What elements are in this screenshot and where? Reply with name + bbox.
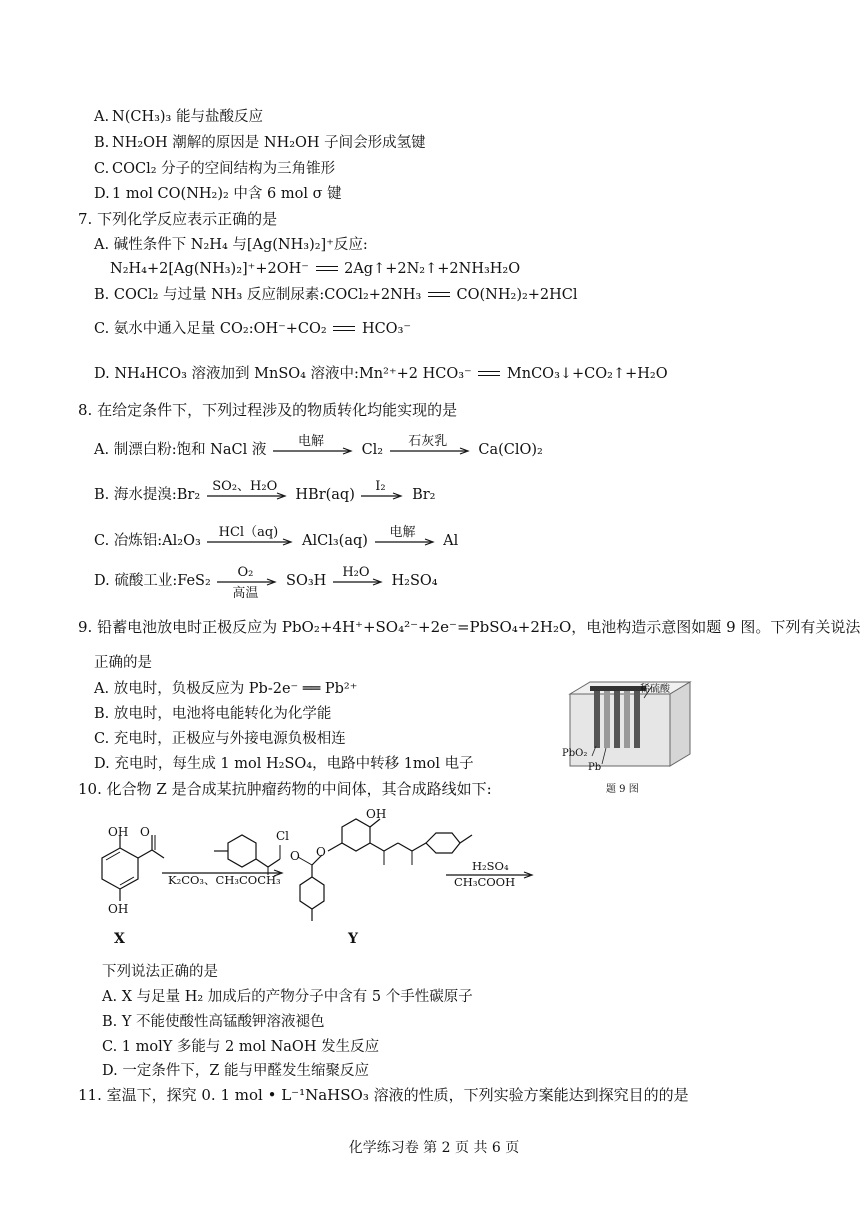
q10-option-a: A. X 与足量 H₂ 加成后的产物分子中含有 5 个手性碳原子	[102, 989, 473, 1005]
q8-b-start: B. 海水提溴:Br₂	[94, 487, 201, 503]
equals-sign	[426, 290, 452, 300]
q7-b-lhs: B. COCl₂ 与过量 NH₃ 反应制尿素:COCl₂+2NH₃	[94, 287, 422, 303]
q7-a-lhs: N₂H₄+2[Ag(NH₃)₂]⁺+2OH⁻	[110, 261, 309, 277]
q7-option-d	[94, 365, 668, 383]
q8-option-b	[94, 479, 436, 504]
acid-label: 稀硫酸	[640, 684, 670, 695]
q7-stem: 7. 下列化学反应表示正确的是	[78, 210, 278, 228]
q8-c-mid: AlCl₃(aq)	[302, 533, 368, 549]
arrow2-solvent: CH₃COOH	[454, 875, 516, 889]
q8-c-start: C. 冶炼铝:Al₂O₃	[94, 533, 201, 549]
reaction-arrow: 石灰乳	[390, 441, 472, 459]
q6-option-a: A.	[94, 109, 110, 125]
q8-d-start: D. 硫酸工业:FeS₂	[94, 573, 211, 589]
reaction-arrow: SO₂、H₂O	[207, 486, 289, 504]
q6-option-d: D.	[94, 186, 110, 202]
equals-sign	[331, 324, 357, 334]
q8-a-start: A. 制漂白粉:饱和 NaCl 液	[94, 442, 267, 458]
q8-b-mid: HBr(aq)	[295, 487, 355, 503]
reaction-arrow: 电解	[273, 441, 355, 459]
battery-figure	[560, 676, 700, 796]
q9-option-d: D. 充电时，每生成 1 mol H₂SO₄，电路中转移 1mol 电子	[94, 756, 474, 772]
q8-d-mid: SO₃H	[286, 573, 327, 589]
q6-option-a-text: N(CH₃)₃ 能与盐酸反应	[112, 109, 263, 125]
q9-stem-continued: 正确的是	[94, 655, 152, 671]
q8-a-end: Ca(ClO)₂	[478, 442, 543, 458]
oh-label: OH	[108, 902, 129, 916]
q9-stem: 9. 铅蓄电池放电时正极反应为 PbO₂+4H⁺+SO₄²⁻+2e⁻=PbSO₄+2H₂O，电池构造示意图如题 9 图。下列有关说法	[78, 618, 861, 636]
q10-substem: 下列说法正确的是	[102, 964, 218, 980]
q6-option-d-text: 1 mol CO(NH₂)₂ 中含 6 mol σ 键	[112, 186, 342, 202]
figure-caption: 题 9 图	[606, 784, 639, 795]
reaction-arrow: I₂	[361, 486, 405, 504]
q7-c-rhs: HCO₃⁻	[361, 321, 412, 337]
q7-option-a: A. 碱性条件下 N₂H₄ 与[Ag(NH₃)₂]⁺反应:	[94, 237, 368, 253]
reaction-arrow: O₂ 高温	[217, 572, 279, 590]
q8-stem: 8. 在给定条件下，下列过程涉及的物质转化均能实现的是	[78, 401, 458, 419]
q8-a-mid: Cl₂	[361, 442, 384, 458]
molecule-x-structure	[90, 823, 170, 933]
o-label: O	[316, 845, 326, 859]
reaction-arrow: HCl（aq)	[207, 532, 295, 550]
q9-option-c: C. 充电时，正极应与外接电源负极相连	[94, 731, 346, 747]
q7-d-rhs: MnCO₃↓+CO₂↑+H₂O	[506, 366, 668, 382]
q7-c-lhs: C. 氨水中通入足量 CO₂:OH⁻+CO₂	[94, 321, 327, 337]
q8-option-a	[94, 434, 543, 459]
q7-b-rhs: CO(NH₂)₂+2HCl	[456, 287, 578, 303]
q10-option-d: D. 一定条件下，Z 能与甲醛发生缩聚反应	[102, 1063, 370, 1079]
arrow2-reagent: H₂SO₄	[472, 859, 509, 873]
battery-illustration	[560, 676, 700, 776]
q6-option-c-text: COCl₂ 分子的空间结构为三角锥形	[112, 161, 336, 177]
q7-option-b	[94, 286, 578, 304]
o-label: O	[140, 825, 150, 839]
q7-d-lhs: D. NH₄HCO₃ 溶液加到 MnSO₄ 溶液中:Mn²⁺+2 HCO₃⁻	[94, 366, 472, 382]
o-label: O	[290, 849, 300, 863]
synthesis-route	[90, 805, 560, 955]
q10-option-b: B. Y 不能使酸性高锰酸钾溶液褪色	[102, 1014, 325, 1030]
q8-option-d	[94, 565, 438, 601]
q7-option-c	[94, 320, 411, 338]
q7-option-a-equation	[110, 260, 520, 278]
q8-d-end: H₂SO₄	[391, 573, 438, 589]
q9-option-a: A. 放电时，负极反应为 Pb-2e⁻ ══ Pb²⁺	[94, 681, 358, 697]
q8-option-c	[94, 525, 459, 550]
q6-option-b-text: NH₂OH 潮解的原因是 NH₂OH 子间会形成氢键	[112, 135, 426, 151]
oh-label: OH	[108, 825, 129, 839]
q6-option-c: C.	[94, 161, 110, 177]
compound-y-label: Y	[348, 931, 358, 947]
equals-sign	[476, 369, 502, 379]
pb-label: Pb	[588, 762, 602, 773]
acyl-chloride-structure	[190, 815, 300, 875]
oh-label: OH	[366, 807, 387, 821]
page-footer: 化学练习卷 第 2 页 共 6 页	[348, 1140, 520, 1156]
pbo2-label: PbO₂	[562, 748, 588, 759]
q9-option-b: B. 放电时，电池将电能转化为化学能	[94, 706, 332, 722]
q8-c-end: Al	[443, 533, 459, 549]
q8-b-end: Br₂	[412, 487, 436, 503]
arrow1-conditions: K₂CO₃、CH₃COCH₃	[168, 873, 281, 887]
reaction-arrow: H₂O	[333, 572, 385, 590]
q7-a-rhs: 2Ag↑+2N₂↑+2NH₃H₂O	[344, 261, 521, 277]
cl-label: Cl	[276, 829, 290, 843]
reaction-arrow: 电解	[375, 532, 437, 550]
q6-option-b: B.	[94, 135, 110, 151]
q10-stem: 10. 化合物 Z 是合成某抗肿瘤药物的中间体，其合成路线如下:	[78, 780, 492, 798]
q11-stem: 11. 室温下，探究 0. 1 mol • L⁻¹NaHSO₃ 溶液的性质，下列实验方案能达到探究目的的是	[78, 1086, 689, 1104]
q10-option-c: C. 1 molY 多能与 2 mol NaOH 发生反应	[102, 1039, 380, 1055]
equals-sign	[314, 264, 340, 274]
compound-x-label: X	[114, 931, 125, 947]
